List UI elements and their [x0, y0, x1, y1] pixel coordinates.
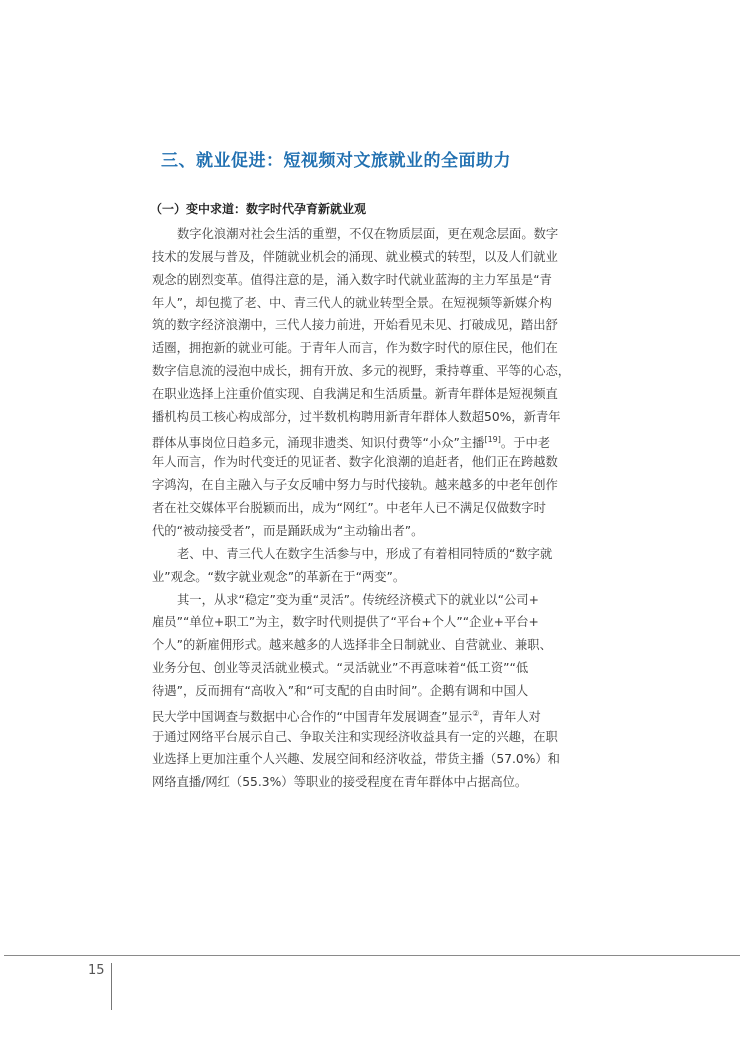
line-text: 于通过网络平台展示自己、争取关注和实现经济收益具有一定的兴趣，在职: [152, 729, 558, 744]
citation-superscript: ②: [472, 708, 480, 718]
line-text: 业务分包、创业等灵活就业模式。“灵活就业”不再意味着“低工资”“低: [152, 661, 529, 676]
paragraph-line: [152, 680, 596, 703]
line-text: 业选择上更加注重个人兴趣、发展空间和经济收益，带货主播（57.0%）和: [152, 752, 560, 767]
line-text-continued: 。于中老: [500, 435, 551, 450]
line-text: 其一，从求“稳定”变为重“灵活”。传统经济模式下的就业以“公司+: [177, 592, 539, 607]
paragraph-line: [152, 589, 596, 612]
line-text: 在职业选择上注重价值实现、自我满足和生活质量。新青年群体是短视频直: [152, 386, 558, 401]
paragraph-line: [152, 429, 596, 452]
paragraph-line: [152, 497, 596, 520]
paragraph-line: [152, 634, 596, 657]
paragraph-line: [152, 657, 596, 680]
line-text: 雇员”“单位+职工”为主，数字时代则提供了“平台+个人”“企业+平台+: [152, 615, 539, 630]
line-text: 待遇”，反而拥有“高收入”和“可支配的自由时间”。企鹅有调和中国人: [152, 683, 529, 698]
line-text: 老、中、青三代人在数字生活参与中，形成了有着相同特质的“数字就: [177, 546, 553, 561]
line-text: 代的“被动接受者”，而是踊跃成为“主动输出者”。: [152, 523, 424, 538]
page-number: 15: [88, 963, 105, 978]
paragraph-line: [152, 748, 596, 771]
paragraph-line: [152, 383, 596, 406]
paragraph-line: [152, 223, 596, 246]
paragraph-line: [152, 771, 596, 794]
line-text: 民大学中国调查与数据中心合作的“中国青年发展调查”显示: [152, 709, 473, 724]
line-text: 网络直播/网红（55.3%）等职业的接受程度在青年群体中占据高位。: [152, 775, 528, 790]
citation-superscript: [19]: [484, 434, 501, 444]
paragraph-line: [152, 543, 596, 566]
paragraph-line: [152, 451, 596, 474]
line-text: 者在社交媒体平台脱颖而出，成为“网红”。中老年人已不满足仅做数字时: [152, 501, 546, 516]
line-text: 数字化浪潮对社会生活的重塑，不仅在物质层面，更在观念层面。数字: [177, 227, 559, 241]
line-text: 年人而言，作为时代变迁的见证者、数字化浪潮的追赶者，他们正在跨越数: [152, 455, 558, 470]
paragraph-line: [152, 269, 596, 292]
line-text: 个人”的新雇佣形式。越来越多的人选择非全日制就业、自营就业、兼职、: [152, 638, 552, 653]
paragraph-line: [152, 292, 596, 315]
line-text: 技术的发展与普及，伴随就业机会的涌现、就业模式的转型，以及人们就业: [152, 249, 558, 264]
paragraph-line: [152, 337, 596, 360]
body-text: [152, 223, 596, 794]
line-text: 业”观念。“数字就业观念”的革新在于“两变”。: [152, 569, 406, 584]
line-text: 字鸿沟，在自主融入与子女反哺中努力与时代接轨。越来越多的中老年创作: [152, 478, 558, 493]
paragraph-line: [152, 726, 596, 749]
line-text: 适圈，拥抱新的就业可能。于青年人而言，作为数字时代的原住民，他们在: [152, 341, 558, 356]
line-text: 数字信息流的浸泡中成长，拥有开放、多元的视野，秉持尊重、平等的心态，: [152, 364, 571, 379]
sub-title: （一）变中求道：数字时代孕育新就业观: [150, 202, 367, 216]
paragraph-line: [152, 611, 596, 634]
paragraph-line: [152, 703, 596, 726]
line-text: 筑的数字经济浪潮中，三代人接力前进，开始看见未见、打破成见，踏出舒: [152, 318, 558, 333]
page-number-divider: [111, 963, 112, 1010]
paragraph-line: [152, 406, 596, 429]
paragraph-line: [152, 246, 596, 269]
line-text: 群体从事岗位日趋多元，涌现非遗类、知识付费等“小众”主播: [152, 435, 485, 450]
paragraph-line: [152, 474, 596, 497]
footer-rule: [4, 955, 740, 956]
paragraph-line: [152, 566, 596, 589]
paragraph-line: [152, 360, 596, 383]
line-text: 播机构员工核心构成部分，过半数机构聘用新青年群体人数超50%，新青年: [152, 409, 561, 424]
section-title: 三、就业促进：短视频对文旅就业的全面助力: [161, 151, 511, 171]
paragraph-line: [152, 520, 596, 543]
paragraph-line: [152, 314, 596, 337]
line-text-continued: ，青年人对: [479, 709, 541, 724]
line-text: 观念的剧烈变革。值得注意的是，涌入数字时代就业蓝海的主力军虽是“青: [152, 272, 552, 287]
line-text: 年人”，却包揽了老、中、青三代人的就业转型全景。在短视频等新媒介构: [152, 295, 552, 310]
